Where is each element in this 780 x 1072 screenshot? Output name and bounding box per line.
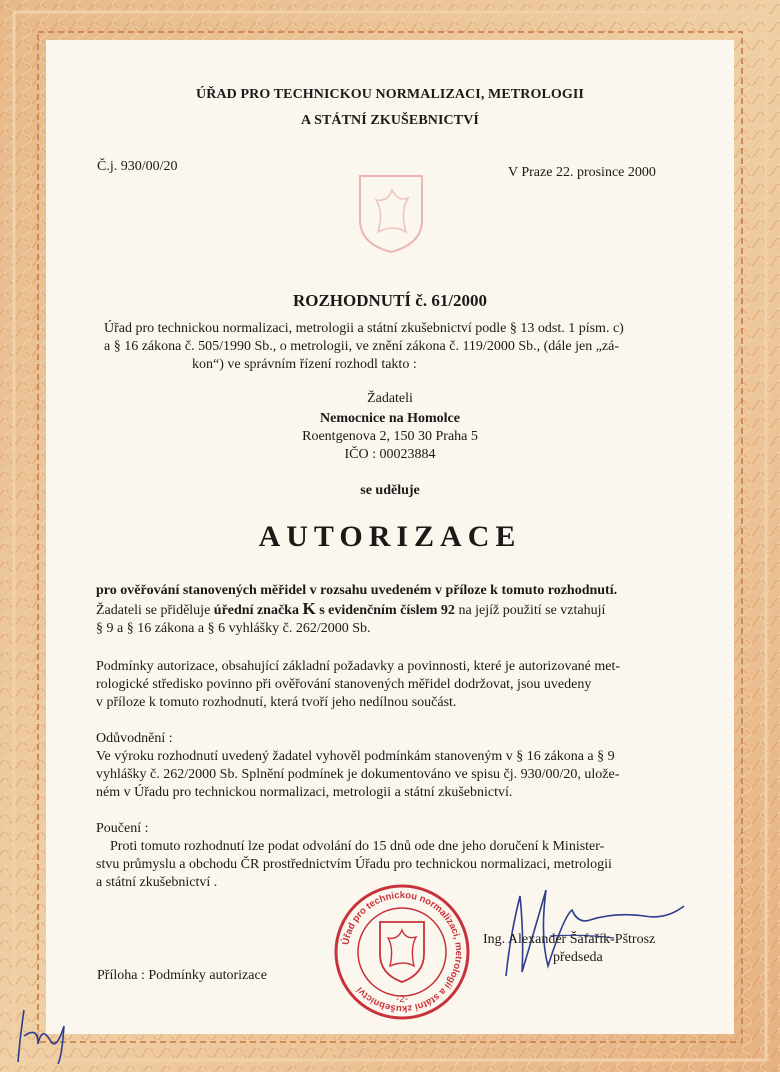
official-seal xyxy=(332,882,472,1022)
registration-number: s evidenčním číslem 92 xyxy=(315,603,455,618)
seal-number: -2- xyxy=(395,994,409,1005)
decision-title: ROZHODNUTÍ č. 61/2000 xyxy=(292,291,488,310)
place-and-date: V Praze 22. prosince 2000 xyxy=(508,165,656,180)
issuer-header-line2: A STÁTNÍ ZKUŠEBNICTVÍ xyxy=(301,113,479,128)
reference-number: Č.j. 930/00/20 xyxy=(97,159,178,174)
instruction-line: a státní zkušebnictví . xyxy=(96,875,218,890)
reasoning-line: Ve výroku rozhodnutí uvedený žadatel vyhověl podmínkám stanoveným v § 16 zákona a § 9 xyxy=(96,749,615,764)
intro-line: Úřad pro technickou normalizaci, metrologii a státní zkušebnictví podle § 13 odst. 1 písm. c) xyxy=(104,321,624,336)
scope-line-2-tail: na jejíž použití se vztahují xyxy=(454,603,606,618)
instruction-line: Proti tomuto rozhodnutí lze podat odvolání do 15 dnů ode dne jeho doručení k Minister- xyxy=(96,839,605,854)
handwritten-initials xyxy=(8,996,74,1068)
reasoning-line: vyhlášky č. 262/2000 Sb. Splnění podmínek je dokumentováno ve spisu čj. 930/00/20, ulože- xyxy=(96,767,620,782)
conditions-line: Podmínky autorizace, obsahující základní požadavky a povinnosti, které je autorizované met- xyxy=(96,659,621,674)
intro-line: a § 16 zákona č. 505/1990 Sb., o metrologii, ve znění zákona č. 119/2000 Sb., (dále jen „zá- xyxy=(104,339,619,354)
authorization-title: AUTORIZACE xyxy=(258,520,522,553)
conditions-line: rologické středisko povinno při ověřování stanovených měřidel dodržovat, jsou uvedeny xyxy=(96,677,592,692)
signatory-role: předseda xyxy=(553,950,603,965)
seal-circular-text: Úřad pro technickou normalizaci, metrologii a státní zkušebnictví xyxy=(340,889,465,1015)
intro-line: kon“) ve správním řízení rozhodl takto : xyxy=(192,357,417,372)
applicant-address: Roentgenova 2, 150 30 Praha 5 xyxy=(302,429,478,444)
instruction-line: stvu průmyslu a obchodu ČR prostřednictvím Úřadu pro technickou normalizaci, metrologii xyxy=(96,857,612,872)
applicant-ico: IČO : 00023884 xyxy=(344,447,436,462)
signatory-name: Ing. Alexander Šafařík-Pštrosz xyxy=(483,932,656,947)
official-mark-letter: K xyxy=(302,599,316,618)
conditions-paragraph xyxy=(96,658,690,712)
issuer-header-line1: ÚŘAD PRO TECHNICKOU NORMALIZACI, METROLOGII xyxy=(196,87,584,102)
conditions-line: v příloze k tomuto rozhodnutí, která tvoří jeho nedílnou součást. xyxy=(96,695,457,710)
applicant-label: Žadateli xyxy=(367,391,413,406)
scope-line-2-text: Žadateli se přiděluje xyxy=(96,603,214,618)
scope-paragraph xyxy=(96,582,690,638)
reasoning-heading: Odůvodnění : xyxy=(96,731,173,746)
instruction-heading: Poučení : xyxy=(96,821,149,836)
official-mark-label: úřední značka xyxy=(213,603,303,618)
coat-of-arms-watermark xyxy=(354,172,428,254)
attachment-note: Příloha : Podmínky autorizace xyxy=(97,968,267,983)
scope-line-2 xyxy=(96,600,690,620)
scope-line-1: pro ověřování stanovených měřidel v rozsahu uvedeném v příloze k tomuto rozhodnutí. xyxy=(96,583,618,598)
applicant-name: Nemocnice na Homolce xyxy=(320,411,460,426)
reasoning-section xyxy=(96,730,690,802)
reasoning-line: ném v Úřadu pro technickou normalizaci, metrologii a státní zkušebnictví. xyxy=(96,785,513,800)
intro-paragraph xyxy=(104,320,686,374)
scope-line-3: § 9 a § 16 zákona a § 6 vyhlášky č. 262/2000 Sb. xyxy=(96,621,371,636)
granted-text: se uděluje xyxy=(360,483,420,498)
